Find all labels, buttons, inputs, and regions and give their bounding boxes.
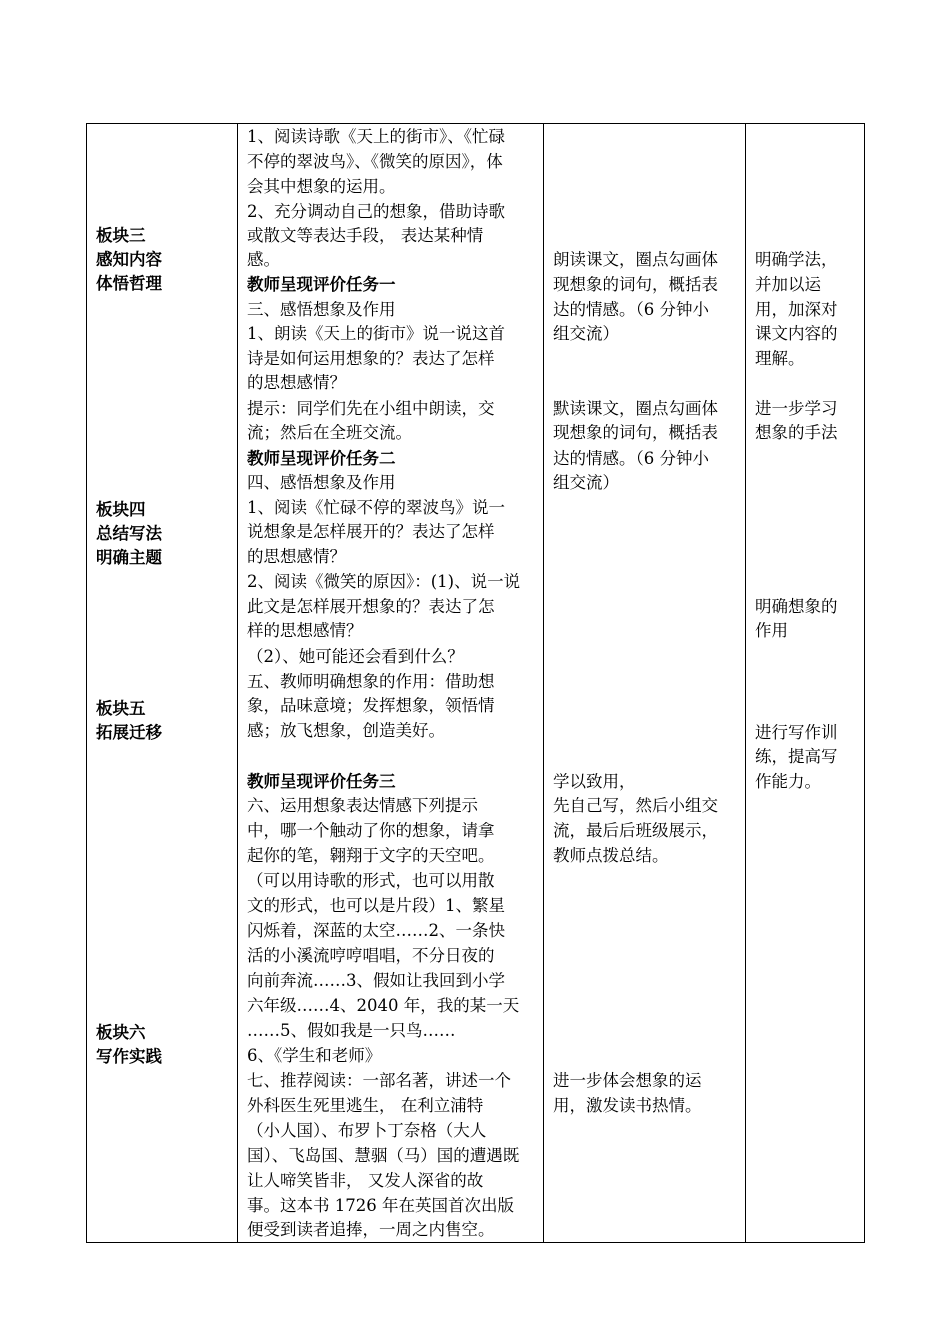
column-teaching-content bbox=[238, 124, 544, 1242]
content-line: 感；放飞想象，创造美好。 bbox=[247, 721, 445, 740]
block3-subtitle-2: 体悟哲理 bbox=[96, 274, 162, 293]
content-line: 提示：同学们先在小组中朗读，交 bbox=[247, 399, 495, 418]
intent-line: 明确想象的 bbox=[755, 597, 838, 616]
column-design-intent bbox=[746, 124, 864, 1242]
content-line: 便受到读者追捧，一周之内售空。 bbox=[247, 1220, 495, 1239]
content-line: 向前奔流……3、假如让我回到小学 bbox=[247, 971, 505, 990]
content-line: 诗是如何运用想象的？表达了怎样 bbox=[247, 349, 495, 368]
content-line: 中，哪一个触动了你的想象，请拿 bbox=[247, 821, 495, 840]
activity-line: 学以致用， bbox=[553, 772, 636, 791]
block5-subtitle: 拓展迁移 bbox=[96, 723, 162, 742]
content-line: 不停的翠波鸟》、《微笑的原因》，体 bbox=[247, 152, 503, 171]
content-line: 或散文等表达手段， 表达某种情 bbox=[247, 226, 484, 245]
content-line: 六、运用想象表达情感下列提示 bbox=[247, 796, 478, 815]
lesson-plan-table bbox=[86, 123, 865, 1243]
intent-line: 进行写作训 bbox=[755, 723, 838, 742]
activity-line: 教师点拨总结。 bbox=[553, 846, 669, 865]
content-line: 闪烁着，深蓝的太空……2、一条快 bbox=[247, 921, 505, 940]
content-line: 说想象是怎样展开的？表达了怎样 bbox=[247, 522, 495, 541]
intent-line: 理解。 bbox=[755, 349, 805, 368]
content-line: 2、阅读《微笑的原因》：(1)、说一说 bbox=[247, 572, 521, 591]
content-line: （小人国）、布罗卜丁奈格（大人 bbox=[247, 1121, 487, 1140]
activity-line: 达的情感。（6 分钟小 bbox=[553, 300, 709, 319]
content-line: 样的思想感情？ bbox=[247, 621, 363, 640]
content-line: 1、朗读《天上的街市》说一说这首 bbox=[247, 324, 505, 343]
content-line: 事。这本书 1726 年在英国首次出版 bbox=[247, 1196, 514, 1215]
intent-line: 进一步学习 bbox=[755, 399, 838, 418]
content-line: 此文是怎样展开想象的？表达了怎 bbox=[247, 597, 495, 616]
block6-subtitle: 写作实践 bbox=[96, 1047, 162, 1066]
activity-line: 组交流） bbox=[553, 324, 619, 343]
content-line: 三、感悟想象及作用 bbox=[247, 300, 396, 319]
activity-line: 朗读课文，圈点勾画体 bbox=[553, 250, 718, 269]
content-line: （2）、她可能还会看到什么？ bbox=[247, 647, 464, 666]
evaluation-task-heading: 教师呈现评价任务一 bbox=[247, 275, 396, 294]
activity-line: 用，激发读书热情。 bbox=[553, 1096, 702, 1115]
content-line: 七、推荐阅读：一部名著，讲述一个 bbox=[247, 1071, 511, 1090]
content-line: 国）、飞岛国、慧骃（马）国的遭遇既 bbox=[247, 1146, 520, 1165]
content-line: （可以用诗歌的形式，也可以用散 bbox=[247, 871, 495, 890]
activity-line: 现想象的词句，概括表 bbox=[553, 423, 718, 442]
content-line: 象，品味意境；发挥想象，领悟情 bbox=[247, 696, 495, 715]
content-line: 1、阅读《忙碌不停的翠波鸟》说一 bbox=[247, 498, 505, 517]
content-line: 会其中想象的运用。 bbox=[247, 177, 396, 196]
activity-line: 达的情感。（6 分钟小 bbox=[553, 449, 709, 468]
content-line: 流；然后在全班交流。 bbox=[247, 423, 412, 442]
content-line: 六年级……4、2040 年，我的某一天 bbox=[247, 996, 520, 1015]
content-line: 6、《学生和老师》 bbox=[247, 1046, 382, 1065]
activity-line: 流，最后后班级展示， bbox=[553, 821, 718, 840]
intent-line: 明确学法， bbox=[755, 250, 838, 269]
content-line: 2、充分调动自己的想象，借助诗歌 bbox=[247, 202, 505, 221]
block3-title: 板块三 bbox=[96, 226, 146, 245]
block3-subtitle-1: 感知内容 bbox=[96, 250, 162, 269]
content-line: ……5、假如我是一只鸟…… bbox=[247, 1021, 456, 1040]
intent-line: 并加以运 bbox=[755, 275, 821, 294]
content-line: 的思想感情？ bbox=[247, 547, 346, 566]
content-line: 感。 bbox=[247, 250, 280, 269]
activity-line: 组交流） bbox=[553, 473, 619, 492]
content-line: 让人啼笑皆非， 又发人深省的故 bbox=[247, 1171, 484, 1190]
block4-subtitle-1: 总结写法 bbox=[96, 524, 162, 543]
content-line: 五、教师明确想象的作用：借助想 bbox=[247, 672, 495, 691]
activity-line: 现想象的词句，概括表 bbox=[553, 275, 718, 294]
column-student-activities bbox=[544, 124, 746, 1242]
block5-title: 板块五 bbox=[96, 699, 146, 718]
content-line: 四、感悟想象及作用 bbox=[247, 473, 396, 492]
activity-line: 进一步体会想象的运 bbox=[553, 1071, 702, 1090]
content-line: 1、阅读诗歌《天上的街市》、《忙碌 bbox=[247, 127, 505, 146]
content-line: 文的形式，也可以是片段）1、繁星 bbox=[247, 896, 505, 915]
content-line: 活的小溪流哼哼唱唱，不分日夜的 bbox=[247, 946, 495, 965]
content-line: 的思想感情？ bbox=[247, 373, 346, 392]
evaluation-task-heading: 教师呈现评价任务三 bbox=[247, 772, 396, 791]
block4-subtitle-2: 明确主题 bbox=[96, 548, 162, 567]
intent-line: 练，提高写 bbox=[755, 747, 838, 766]
intent-line: 作用 bbox=[755, 621, 788, 640]
content-line: 起你的笔，翱翔于文字的天空吧。 bbox=[247, 846, 495, 865]
column-sections bbox=[87, 124, 238, 1242]
block6-title: 板块六 bbox=[96, 1023, 146, 1042]
intent-line: 用，加深对 bbox=[755, 300, 838, 319]
activity-line: 先自己写，然后小组交 bbox=[553, 796, 718, 815]
intent-line: 课文内容的 bbox=[755, 324, 838, 343]
evaluation-task-heading: 教师呈现评价任务二 bbox=[247, 449, 396, 468]
activity-line: 默读课文，圈点勾画体 bbox=[553, 399, 718, 418]
intent-line: 作能力。 bbox=[755, 772, 821, 791]
block4-title: 板块四 bbox=[96, 500, 146, 519]
intent-line: 想象的手法 bbox=[755, 423, 838, 442]
content-line: 外科医生死里逃生， 在利立浦特 bbox=[247, 1096, 484, 1115]
